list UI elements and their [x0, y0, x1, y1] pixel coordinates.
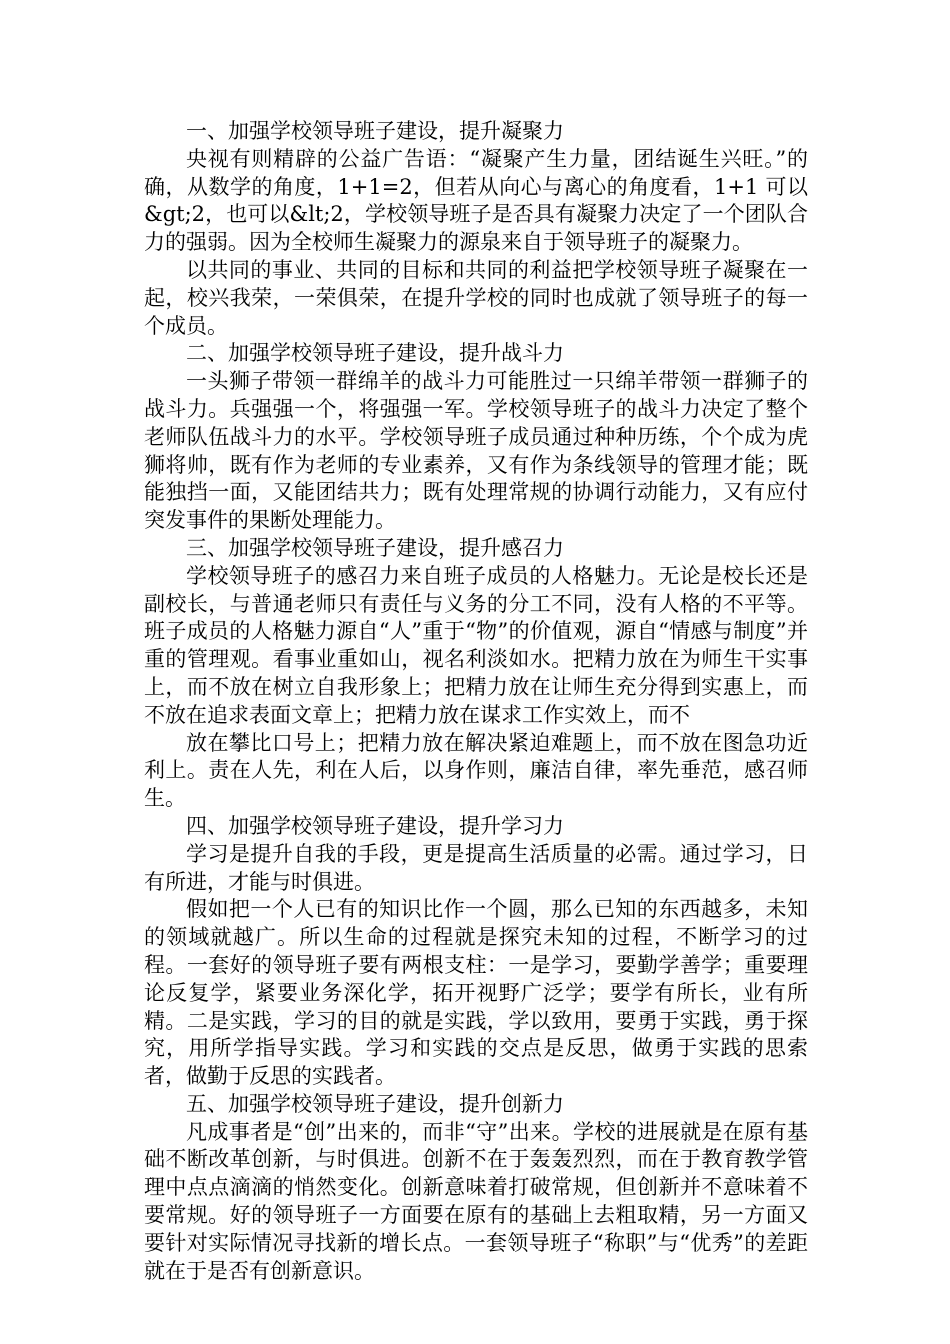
paragraph: 学校领导班子的感召力来自班子成员的人格魅力。无论是校长还是副校长，与普通老师只有责任与义务的分工不同，没有人格的不平等。班子成员的人格魅力源自“人”重于“物”的价值观，源自“情感与制度”并重的管理观。看事业重如山，视名利淡如水。把精力放在为师生干实事上，而不放在树立自我形象上；把精力放在让师生充分得到实惠上，而不放在追求表面文章上；把精力放在谋求工作实效上，而不 [144, 563, 808, 727]
paragraph: 学习是提升自我的手段，更是提高生活质量的必需。通过学习，日有所进，才能与时俱进。 [144, 841, 808, 894]
paragraph: 以共同的事业、共同的目标和共同的利益把学校领导班子凝聚在一起，校兴我荣，一荣俱荣，在提升学校的同时也成就了领导班子的每一个成员。 [144, 257, 808, 338]
section-heading-4: 四、加强学校领导班子建设，提升学习力 [186, 813, 564, 838]
section-heading-2: 二、加强学校领导班子建设，提升战斗力 [186, 341, 564, 366]
section-heading-3: 三、加强学校领导班子建设，提升感召力 [186, 535, 564, 560]
paragraph: 放在攀比口号上；把精力放在解决紧迫难题上，而不放在图急功近利上。责在人先，利在人后，以身作则，廉洁自律，率先垂范，感召师生。 [144, 730, 808, 811]
paragraph: 假如把一个人已有的知识比作一个圆，那么已知的东西越多，未知的领域就越广。所以生命的过程就是探究未知的过程，不断学习的过程。一套好的领导班子要有两根支柱：一是学习，要勤学善学；重要理论反复学，紧要业务深化学，拓开视野广泛学；要学有所长，业有所精。二是实践，学习的目的就是实践，学以致用，要勇于实践，勇于探究，用所学指导实践。学习和实践的交点是反思，做勇于实践的思索者，做勤于反思的实践者。 [144, 897, 808, 1089]
document-page [144, 118, 808, 1285]
paragraph: 凡成事者是“创”出来的，而非“守”出来。学校的进展就是在原有基础不断改革创新，与时俱进。创新不在于轰轰烈烈，而在于教育教学管理中点点滴滴的悄然变化。创新意味着打破常规，但创新并不意味着不要常规。好的领导班子一方面要在原有的基础上去粗取精，另一方面又要针对实际情况寻找新的增长点。一套领导班子“称职”与“优秀”的差距就在于是否有创新意识。 [144, 1119, 808, 1283]
section-heading-5: 五、加强学校领导班子建设，提升创新力 [186, 1091, 564, 1116]
paragraph: 央视有则精辟的公益广告语：“凝聚产生力量，团结诞生兴旺。”的确，从数学的角度，1+1=2，但若从向心与离心的角度看，1+1 可以&gt;2，也可以&lt;2，学校领导班子是否具有凝聚力决定了一个团队合力的强弱。因为全校师生凝聚力的源泉来自于领导班子的凝聚力。 [144, 146, 808, 255]
section-heading-1: 一、加强学校领导班子建设，提升凝聚力 [186, 119, 564, 143]
paragraph: 一头狮子带领一群绵羊的战斗力可能胜过一只绵羊带领一群狮子的战斗力。兵强强一个，将强强一军。学校领导班子的战斗力决定了整个老师队伍战斗力的水平。学校领导班子成员通过种种历练，个个成为虎狮将帅，既有作为老师的专业素养，又有作为条线领导的管理才能；既能独挡一面，又能团结共力；既有处理常规的协调行动能力，又有应付突发事件的果断处理能力。 [144, 369, 808, 533]
